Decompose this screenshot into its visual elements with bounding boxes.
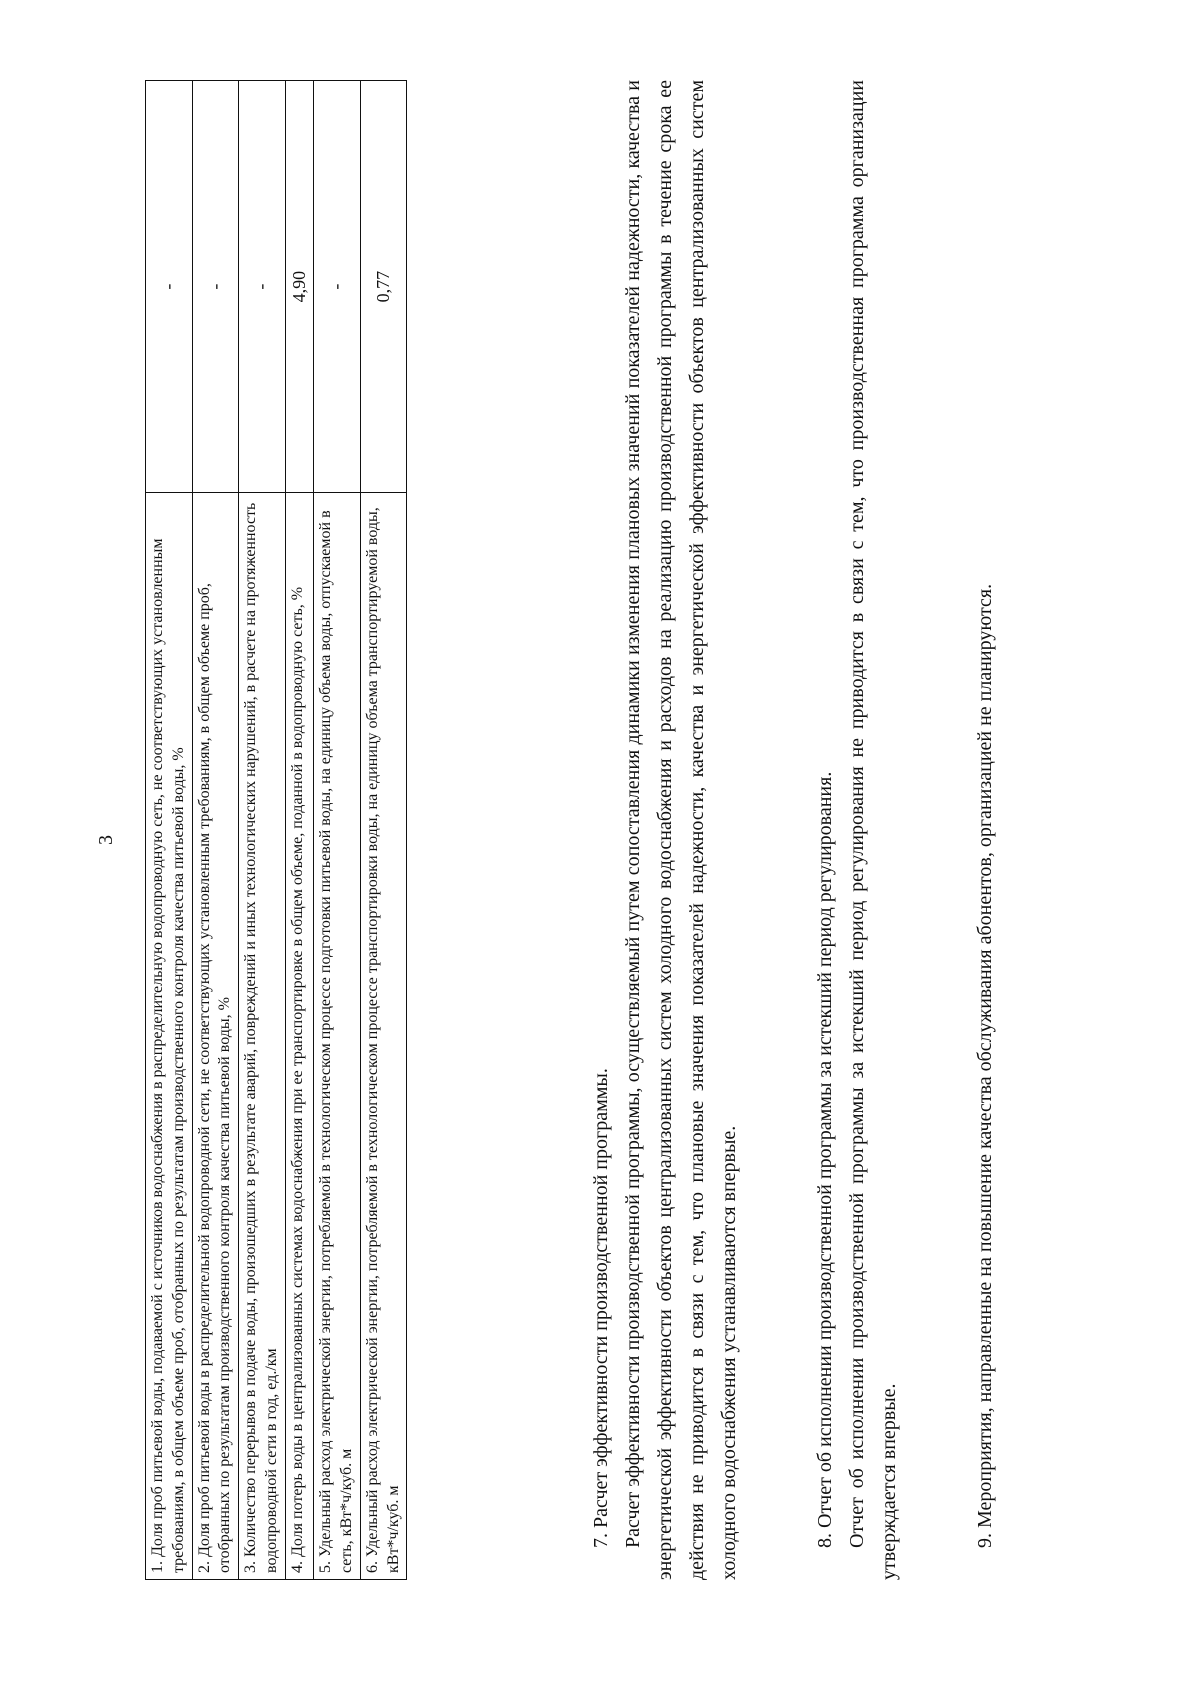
- indicator-value: -: [239, 81, 286, 493]
- indicator-value: -: [192, 81, 239, 493]
- indicator-value: 4,90: [285, 81, 313, 493]
- table-row: [314, 81, 361, 1580]
- indicator-name: 4. Доля потерь воды в централизованных системах водоснабжения при ее транспортировке в общем объеме, поданной в водопроводную сеть, %: [285, 493, 313, 1580]
- indicator-value: 0,77: [360, 81, 407, 493]
- section-7-text: Расчет эффективности производственной программы, осуществляемый путем сопоставления динамики изменения плановых значений показателей надежности, качества и энергетической эффективности объектов централизованных систем холодного водоснабжения и расходов на реализацию производственной программы в течение срока ее действия не приводится в связи с тем, что плановые значения показателей надежности, качества и энергетической эффективности объектов централизованных систем холодного водоснабжения устанавливаются впервые.: [622, 80, 740, 1580]
- indicator-name: 3. Количество перерывов в подаче воды, произошедших в результате аварий, повреждений и иных технологических нарушений, в расчете на протяженность водопроводной сети в год, ед./км: [239, 493, 286, 1580]
- indicators-table: [145, 80, 407, 1580]
- table-row: [360, 81, 407, 1580]
- table-row: [192, 81, 239, 1580]
- indicator-name: 2. Доля проб питьевой воды в распределительной водопроводной сети, не соответствующих установленным требованиям, в общем объеме проб, отобранных по результатам производственного контроля качества питьевой воды, %: [192, 493, 239, 1580]
- rotated-page: [95, 60, 1175, 1620]
- page-number: 3: [95, 835, 117, 845]
- table-row: [146, 81, 193, 1580]
- table-row: [239, 81, 286, 1580]
- indicator-name: 6. Удельный расход электрической энергии, потребляемой в технологическом процессе транспортировки воды, на единицу объема транспортируемой воды, кВт*ч/куб. м: [360, 493, 407, 1580]
- section-8-text: Отчет об исполнении производственной программы за истекший период регулирования не приводится в связи с тем, что производственная программа организации утверждается впервые.: [846, 80, 900, 1580]
- section-9-text: 9. Мероприятия, направленные на повышение качества обслуживания абонентов, организацией не планируются.: [974, 583, 996, 1548]
- body-text: [585, 80, 1001, 1580]
- indicator-value: -: [314, 81, 361, 493]
- indicator-name: 1. Доля проб питьевой воды, подаваемой с источников водоснабжения в распределительную водопроводную сеть, не соответствующих установленным требованиям, в общем объеме проб, отобранных по результатам производственного контроля качества питьевой воды, %: [146, 493, 193, 1580]
- section-8-heading: 8. Отчет об исполнении производственной программы за истекший период регулирования.: [814, 771, 836, 1548]
- indicator-name: 5. Удельный расход электрической энергии, потребляемой в технологическом процессе подготовки питьевой воды, на единицу объема воды, отпускаемой в сеть, кВт*ч/куб. м: [314, 493, 361, 1580]
- section-7-heading: 7. Расчет эффективности производственной программы.: [590, 1068, 612, 1548]
- indicator-value: -: [146, 81, 193, 493]
- table-row: [285, 81, 313, 1580]
